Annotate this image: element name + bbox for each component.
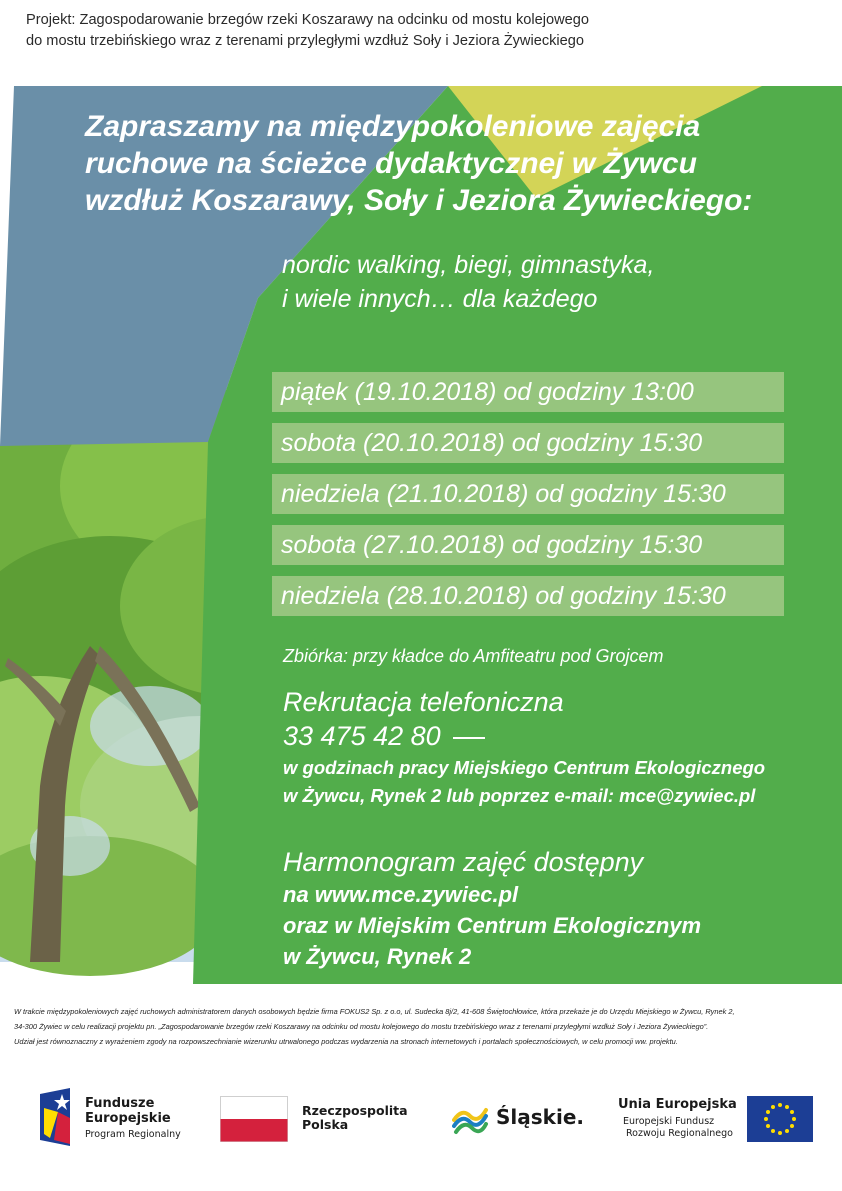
disclaimer-line: 34-300 Żywiec w celu realizacji projektu pn. „Zagospodarowanie brzegów rzeki Koszarawy na odcinku od mostu kolejowego do mostu trzebińskiego wraz z terenami przyległymi wzdłuż Soły i Jeziora Żywieckiego”. [14,1022,709,1031]
headline-line: Zapraszamy na międzypokoleniowe zajęcia [85,110,701,143]
activities-line: i wiele innych… dla każdego [282,285,598,313]
fundusze-europejskie-logo [40,1088,220,1146]
unia-line: Rozwoju Regionalnego [626,1128,733,1139]
headline-line: ruchowe na ścieżce dydaktycznej w Żywcu [85,147,697,180]
rzeczpospolita-line: Rzeczpospolita [302,1103,408,1118]
project-header-line: do mostu trzebińskiego wraz z terenami przyległymi wzdłuż Soły i Jeziora Żywieckiego [26,33,585,49]
disclaimer [14,1004,829,1049]
recruitment-details [283,754,765,810]
unia-line: Unia Europejska [618,1097,737,1112]
poster [0,86,842,984]
schedule-title: Harmonogram zajęć dostępny [283,847,644,877]
recruitment-title: Rekrutacja telefoniczna [283,687,564,717]
fundusze-line: Program Regionalny [85,1129,181,1140]
schedule-details-line: oraz w Miejskim Centrum Ekologicznym [283,913,702,938]
meeting-point: Zbiórka: przy kładce do Amfiteatru pod Grojcem [283,646,664,666]
headline [85,108,815,219]
slaskie-text: Śląskie. [496,1105,584,1129]
schedule-details [283,879,701,972]
recruitment-details-line: w Żywcu, Rynek 2 lub poprzez e-mail: mce@zywiec.pl [283,785,756,806]
disclaimer-line: Udział jest równoznaczny z wyrażeniem zgody na rozpowszechnianie wizerunku utrwalonego podczas wydarzenia na stronach internetowych i portalach społecznościowych, w celu promocji ww. projektu. [14,1037,678,1046]
polish-flag-icon [220,1096,288,1142]
dates-list [272,372,784,627]
activities [282,248,802,316]
date-row: niedziela (28.10.2018) od godziny 15:30 [272,576,784,616]
activities-line: nordic walking, biegi, gimnastyka, [282,251,655,279]
eu-flag-icon [747,1096,813,1142]
fundusze-line: Europejskie [85,1111,171,1126]
rzeczpospolita-polska-logo [220,1088,440,1146]
date-row: piątek (19.10.2018) od godziny 13:00 [272,372,784,412]
unia-europejska-logo [610,1088,815,1146]
recruitment-details-line: w godzinach pracy Miejskiego Centrum Ekologicznego [283,757,766,778]
date-row: sobota (20.10.2018) od godziny 15:30 [272,423,784,463]
rzeczpospolita-line: Polska [302,1117,349,1132]
date-row: sobota (27.10.2018) od godziny 15:30 [272,525,784,565]
project-header-line: Projekt: Zagospodarowanie brzegów rzeki Koszarawy na odcinku od mostu kolejowego [26,12,589,28]
fundusze-europejskie-icon [40,1088,76,1146]
schedule-details-line: w Żywcu, Rynek 2 [283,944,472,969]
date-row: niedziela (21.10.2018) od godziny 15:30 [272,474,784,514]
disclaimer-line: W trakcie międzypokoleniowych zajęć ruchowych administratorem danych osobowych będzie firma FOKUS2 Sp. z o.o, ul. Sudecka 8j/2, 41-608 Świętochłowice, która przekaże je do Urzędu Miejskiego w Żywcu, Rynek 2, [14,1007,735,1016]
slaskie-logo [452,1088,592,1146]
slaskie-waves-icon [452,1098,490,1138]
recruitment-phone: 33 475 42 80 [283,721,441,751]
recruitment-phone-row [283,720,485,752]
project-header [26,10,816,52]
unia-line: Europejski Fundusz [623,1116,715,1127]
dash-line [453,737,485,739]
headline-line: wzdłuż Koszarawy, Soły i Jeziora Żywieckiego: [85,184,753,217]
fundusze-line: Fundusze [85,1096,155,1111]
schedule-details-line: na www.mce.zywiec.pl [283,882,519,907]
